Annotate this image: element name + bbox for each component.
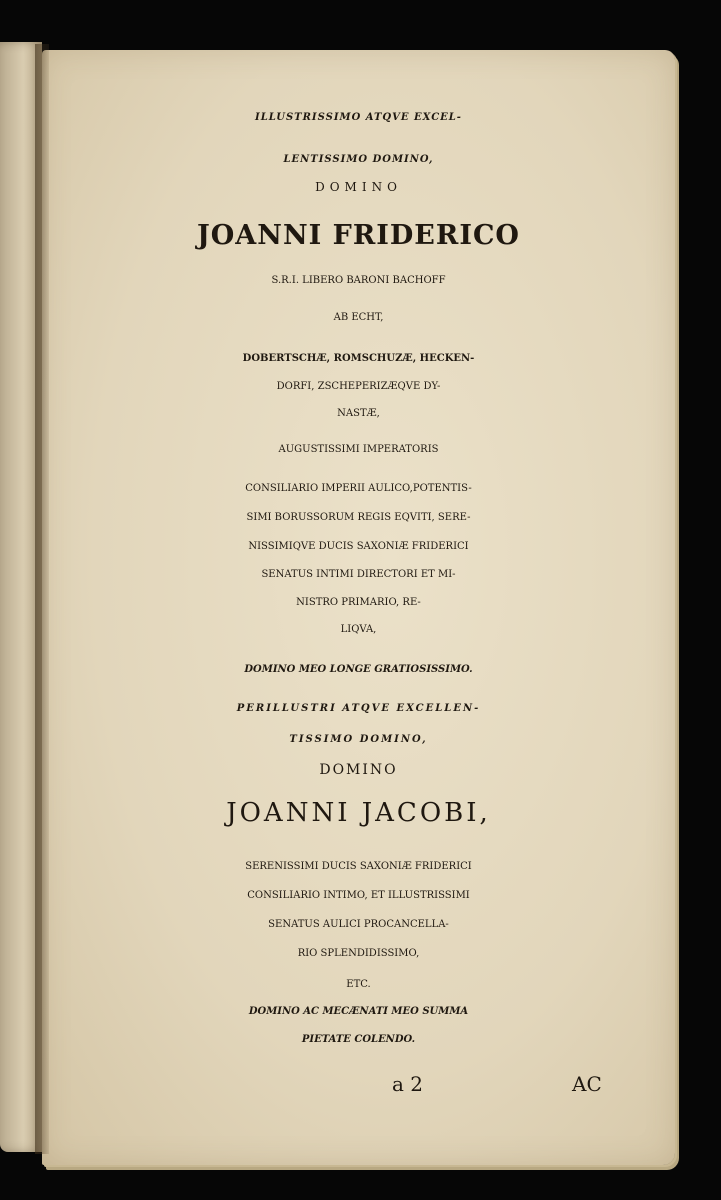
dedication-2-domino: DOMINO [319,762,398,778]
dedication-2-line-10: DOMINO AC MECÆNATI MEO SUMMA [248,1006,469,1017]
dedication-1-line-6: AB ECHT, [333,312,384,323]
dedication-1-line-15: NISTRO PRIMARIO, RE- [296,597,421,608]
dedication-1-line-5: S.R.I. LIBERO BARONI BACHOFF [271,275,446,286]
dedication-1-line-14: SENATUS INTIMI DIRECTORI ET MI- [261,569,456,580]
dedication-1-domino: DOMINO [315,180,402,194]
dedication-2-line-7: SENATUS AULICI PROCANCELLA- [268,919,449,930]
dedication-2-line-11: PIETATE COLENDO. [301,1034,416,1045]
dedication-1-line-12: SIMI BORUSSORUM REGIS EQVITI, SERE- [246,512,471,523]
dedication-2-line-1: PERILLUSTRI ATQVE EXCELLEN- [236,703,481,714]
catchword: AC [572,1072,602,1096]
dedication-1-line-16: LIQVA, [340,624,377,635]
dedication-1-name: JOANNI FRIDERICO [197,220,520,251]
dedication-2-name: JOANNI JACOBI, [226,798,491,828]
dedication-1-line-2: LENTISSIMO DOMINO, [283,154,434,165]
dedication-1-line-1: ILLUSTRISSIMO ATQVE EXCEL- [255,112,462,123]
dedication-1-line-13: NISSIMIQVE DUCIS SAXONIÆ FRIDERICI [248,541,469,552]
dedication-page [42,50,675,1165]
dedication-1-line-9: NASTÆ, [337,408,380,419]
dedication-2-line-8: RIO SPLENDIDISSIMO, [297,948,420,959]
dedication-1-line-11: CONSILIARIO IMPERII AULICO,POTENTIS- [245,483,472,494]
dedication-2-line-5: SERENISSIMI DUCIS SAXONIÆ FRIDERICI [245,861,472,872]
dedication-1-closing: DOMINO MEO LONGE GRATIOSISSIMO. [244,664,473,675]
dedication-2-line-2: TISSIMO DOMINO, [289,734,428,745]
dedication-2-line-9: ETC. [346,979,371,990]
dedication-1-line-10: AUGUSTISSIMI IMPERATORIS [278,444,439,455]
book-gutter [35,44,49,1154]
dedication-1-line-7: DOBERTSCHÆ, ROMSCHUZÆ, HECKEN- [242,353,475,364]
dedication-1-line-8: DORFI, ZSCHEPERIZÆQVE DY- [276,381,441,392]
dedication-2-line-6: CONSILIARIO INTIMO, ET ILLUSTRISSIMI [247,890,470,901]
signature-mark: a 2 [392,1072,424,1096]
